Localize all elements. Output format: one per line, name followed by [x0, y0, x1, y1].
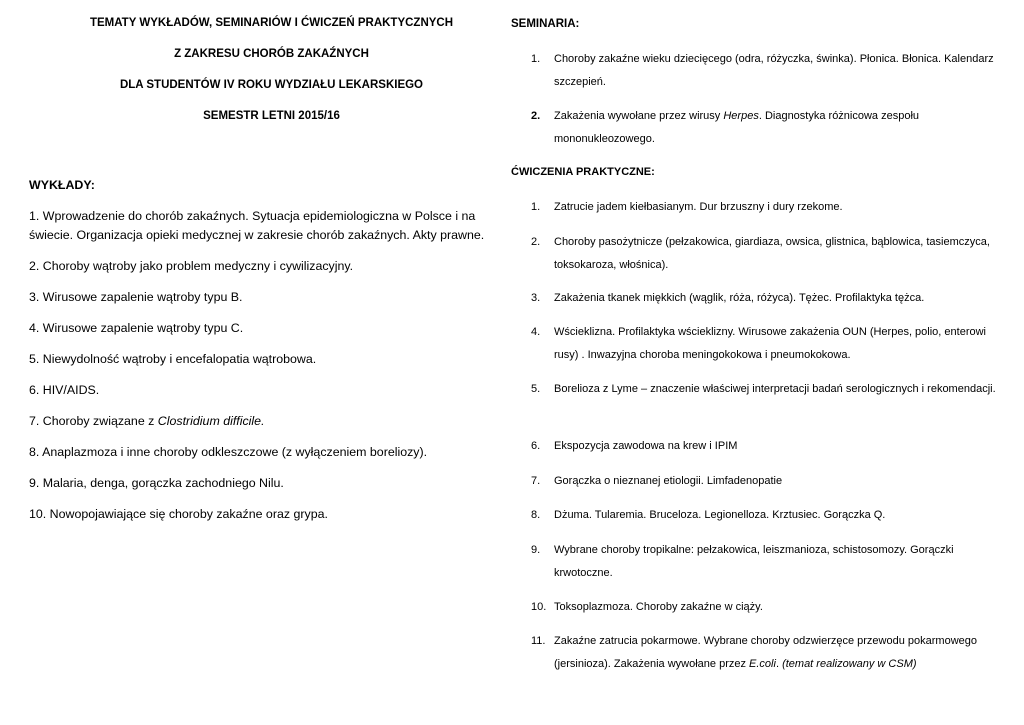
seminar-item-1-number: 1. — [531, 53, 541, 65]
exercise-item-1-text: Zatrucie jadem kiełbasianym. Dur brzuszny i dury rzekome. — [554, 201, 843, 213]
exercise-item-8-number: 8. — [531, 509, 541, 521]
exercise-item-11-pre: Zakaźne zatrucia pokarmowe. Wybrane choroby odzwierzęce przewodu pokarmowego (jersinioza). Zakażenia wywołane przez — [554, 635, 977, 670]
seminar-item-2-text — [554, 105, 996, 150]
lecture-item-7-text: 7. Choroby związane z — [29, 414, 158, 428]
exercise-item-11-number: 11. — [531, 635, 546, 647]
exercise-item-4-number: 4. — [531, 326, 541, 338]
header-line-4: SEMESTR LETNI 2015/16 — [203, 110, 340, 122]
header-line-2: Z ZAKRESU CHORÓB ZAKAŹNYCH — [174, 48, 369, 60]
seminar-item-2-number: 2. — [531, 110, 541, 122]
exercise-item-3-number: 3. — [531, 292, 541, 304]
exercise-item-9-text: Wybrane choroby tropikalne: pełzakowica, leiszmanioza, schistosomozy. Gorączki krwotoczne. — [554, 544, 954, 579]
exercise-item-4-text: Wścieklizna. Profilaktyka wścieklizny. Wirusowe zakażenia OUN (Herpes, polio, enterowi rusy) . Inwazyjna choroba meningokokowa i pneumokokowa. — [554, 326, 986, 361]
lecture-item-10: 10. Nowopojawiające się choroby zakaźne oraz grypa. — [29, 507, 328, 521]
exercise-item-10-text: Toksoplazmoza. Choroby zakaźne w ciąży. — [554, 601, 763, 613]
exercise-item-2-text: Choroby pasożytnicze (pełzakowica, giardiaza, owsica, glistnica, bąblowica, tasiemczyca, toksokaroza, włośnica). — [554, 236, 990, 271]
seminar-item-2-pre: Zakażenia wywołane przez wirusy — [554, 110, 724, 122]
exercise-item-5-number: 5. — [531, 383, 541, 395]
header-line-3: DLA STUDENTÓW IV ROKU WYDZIAŁU LEKARSKIEGO — [119, 79, 424, 91]
exercise-item-7-text: Gorączka o nieznanej etiologii. Limfadenopatie — [554, 475, 783, 487]
exercise-item-2-number: 2. — [531, 236, 541, 248]
lecture-item-3: 3. Wirusowe zapalenie wątroby typu B. — [29, 290, 243, 304]
exercise-item-8-text: Dżuma. Tularemia. Bruceloza. Legionelloza. Krztusiec. Gorączka Q. — [554, 509, 886, 521]
seminar-item-1-text: Choroby zakaźne wieku dziecięcego (odra, różyczka, świnka). Płonica. Błonica. Kalendarz szczepień. — [554, 53, 994, 88]
exercise-item-11-italic-note: (temat realizowany w CSM) — [782, 657, 917, 670]
header-line-1: TEMATY WYKŁADÓW, SEMINARIÓW I ĆWICZEŃ PRAKTYCZNYCH — [89, 17, 454, 29]
exercise-item-7-number: 7. — [531, 475, 541, 487]
lecture-item-1: 1. Wprowadzenie do chorób zakaźnych. Sytuacja epidemiologiczna w Polsce i na świecie. Organizacja opieki medycznej w zakresie chorób zakaźnych. Akty prawne. — [29, 209, 485, 242]
exercise-item-11-italic: E.coli — [749, 657, 776, 670]
seminars-title: SEMINARIA: — [511, 18, 580, 30]
lecture-item-4: 4. Wirusowe zapalenie wątroby typu C. — [29, 321, 244, 335]
lecture-item-8: 8. Anaplazmoza i inne choroby odkleszczowe (z wyłączeniem boreliozy). — [29, 445, 428, 459]
exercise-item-5-text: Borelioza z Lyme – znaczenie właściwej interpretacji badań serologicznych i rekomendacji. — [554, 383, 996, 395]
lecture-item-2: 2. Choroby wątroby jako problem medyczny i cywilizacyjny. — [29, 259, 354, 273]
exercises-title: ĆWICZENIA PRAKTYCZNE: — [511, 166, 655, 178]
lecture-item-7 — [29, 412, 517, 431]
exercise-item-10-number: 10. — [531, 601, 547, 613]
seminar-item-2-post: . Diagnostyka różnicowa zespołu mononukleozowego. — [554, 110, 920, 145]
lecture-item-5: 5. Niewydolność wątroby i encefalopatia wątrobowa. — [29, 352, 317, 366]
exercise-item-11-post: . — [775, 657, 783, 670]
lectures-title: WYKŁADY: — [29, 178, 95, 192]
exercise-item-9-number: 9. — [531, 544, 541, 556]
exercise-item-6-text: Ekspozycja zawodowa na krew i IPIM — [554, 440, 738, 452]
lecture-item-9: 9. Malaria, denga, gorączka zachodniego Nilu. — [29, 476, 284, 490]
lecture-item-7-italic: Clostridium difficile. — [157, 414, 265, 428]
exercise-item-6-number: 6. — [531, 440, 541, 452]
lecture-item-6: 6. HIV/AIDS. — [29, 383, 100, 397]
seminar-item-2-italic: Herpes — [723, 110, 759, 122]
exercise-item-11-text — [554, 630, 996, 675]
exercise-item-1-number: 1. — [531, 201, 541, 213]
exercise-item-3-text: Zakażenia tkanek miękkich (wąglik, róża, różyca). Tężec. Profilaktyka tężca. — [554, 292, 925, 304]
